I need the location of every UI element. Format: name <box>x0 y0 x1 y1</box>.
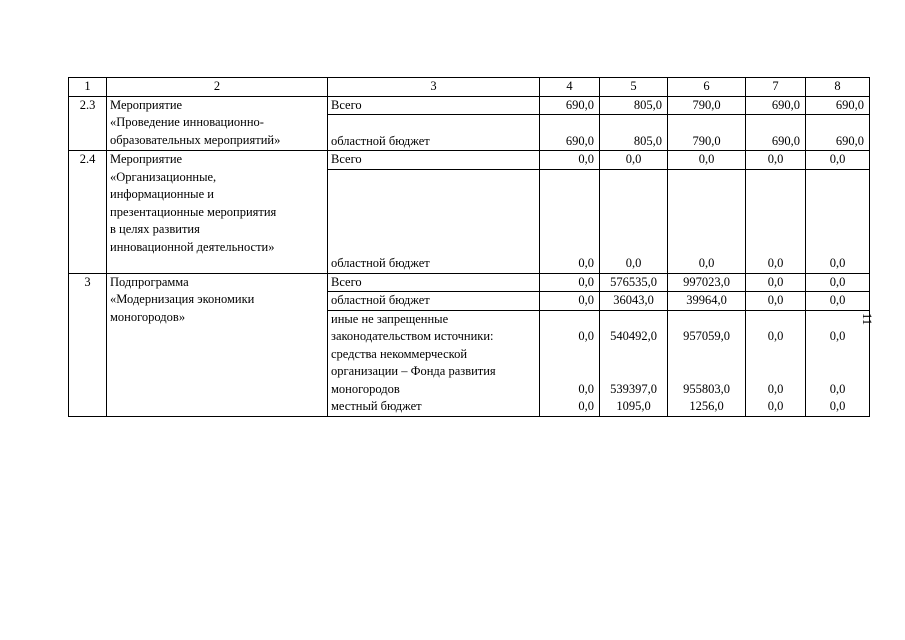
header-cell: 3 <box>328 78 540 97</box>
value-cell: 790,0 <box>668 115 746 151</box>
source-regional: областной бюджет <box>328 115 540 151</box>
activity-name: Подпрограмма «Модернизация экономики моногородов» <box>107 273 328 416</box>
value-column: 540492,0 539397,0 1095,0 <box>600 310 668 416</box>
value-cell: 0,0 <box>540 169 600 273</box>
table-row <box>69 96 870 115</box>
table-row <box>69 151 870 170</box>
value-cell: 0,0 <box>540 292 600 311</box>
value-cell: 0,0 <box>540 151 600 170</box>
value-column: 0,0 0,0 0,0 <box>540 310 600 416</box>
value-cell: 39964,0 <box>668 292 746 311</box>
budget-table <box>68 77 870 417</box>
source-other: иные не запрещенные законодательством источники: средства некоммерческой организации – Фонда развития моногородов местный бюджет <box>328 310 540 416</box>
value-cell: 690,0 <box>540 115 600 151</box>
value-cell: 0,0 <box>668 151 746 170</box>
header-cell: 5 <box>600 78 668 97</box>
value-cell: 0,0 <box>746 292 806 311</box>
value-cell: 0,0 <box>806 292 870 311</box>
value-cell: 805,0 <box>600 96 668 115</box>
row-number: 2.4 <box>69 151 107 274</box>
value-cell: 790,0 <box>668 96 746 115</box>
value-cell: 0,0 <box>600 151 668 170</box>
value-cell: 0,0 <box>668 169 746 273</box>
value-column: 957059,0 955803,0 1256,0 <box>668 310 746 416</box>
value-cell: 576535,0 <box>600 273 668 292</box>
header-cell: 7 <box>746 78 806 97</box>
header-row <box>69 78 870 97</box>
header-cell: 2 <box>107 78 328 97</box>
value-cell: 0,0 <box>600 169 668 273</box>
value-cell: 690,0 <box>540 96 600 115</box>
header-cell: 8 <box>806 78 870 97</box>
table-row <box>69 273 870 292</box>
row-number: 3 <box>69 273 107 416</box>
source-regional: областной бюджет <box>328 169 540 273</box>
value-cell: 690,0 <box>746 96 806 115</box>
row-number: 2.3 <box>69 96 107 151</box>
header-cell: 6 <box>668 78 746 97</box>
value-cell: 36043,0 <box>600 292 668 311</box>
page-number: 11 <box>860 313 874 326</box>
value-column: 0,0 0,0 0,0 <box>746 310 806 416</box>
source-total: Всего <box>328 96 540 115</box>
value-cell: 0,0 <box>806 169 870 273</box>
value-column: 0,0 0,0 0,0 <box>806 310 870 416</box>
value-cell: 0,0 <box>746 273 806 292</box>
source-total: Всего <box>328 273 540 292</box>
header-cell: 1 <box>69 78 107 97</box>
header-cell: 4 <box>540 78 600 97</box>
value-cell: 0,0 <box>746 169 806 273</box>
value-cell: 690,0 <box>806 115 870 151</box>
activity-name: Мероприятие «Организационные, информационные и презентационные мероприятия в целях развития инновационной деятельности» <box>107 151 328 274</box>
value-cell: 997023,0 <box>668 273 746 292</box>
value-cell: 805,0 <box>600 115 668 151</box>
source-total: Всего <box>328 151 540 170</box>
activity-name: Мероприятие «Проведение инновационно- образовательных мероприятий» <box>107 96 328 151</box>
value-cell: 690,0 <box>806 96 870 115</box>
value-cell: 0,0 <box>746 151 806 170</box>
value-cell: 0,0 <box>806 151 870 170</box>
value-cell: 0,0 <box>540 273 600 292</box>
value-cell: 0,0 <box>806 273 870 292</box>
value-cell: 690,0 <box>746 115 806 151</box>
source-regional: областной бюджет <box>328 292 540 311</box>
